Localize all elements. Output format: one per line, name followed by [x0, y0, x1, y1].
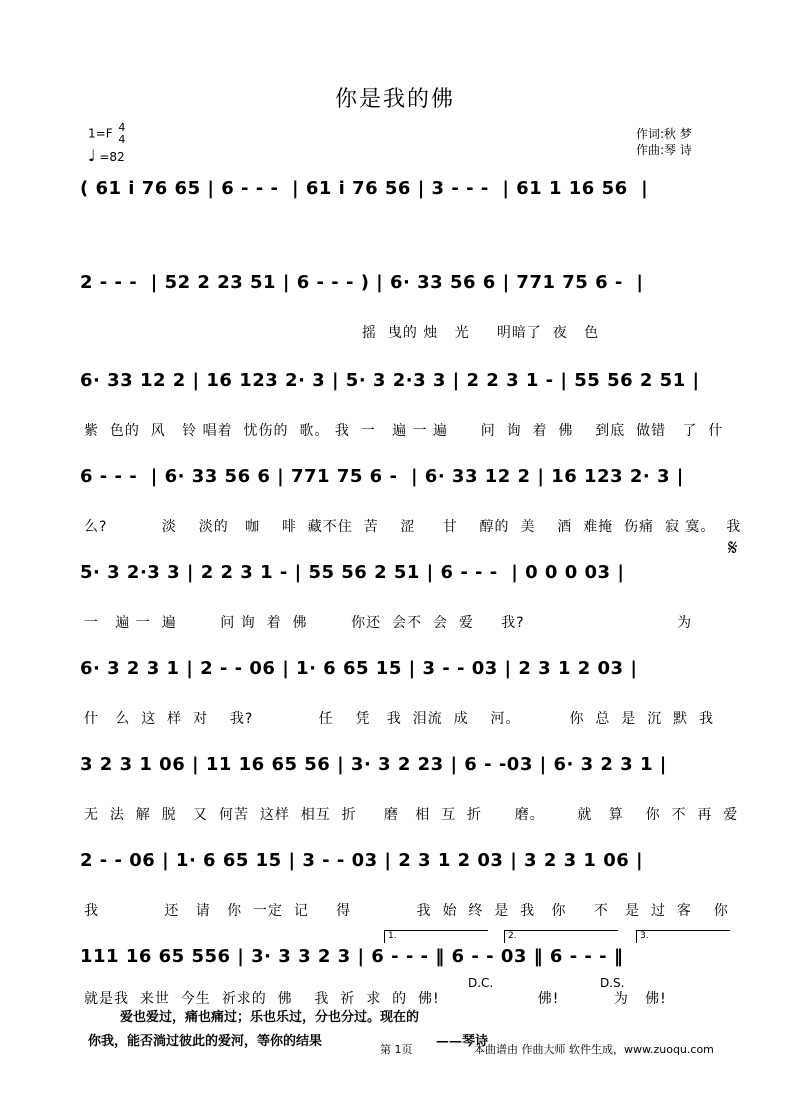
lyric-line: 一 遍 一 遍 问 询 着 佛 你还 会不 会 爱 我? 为: [84, 615, 693, 631]
lyric-line: 什 么 这 样 对 我? 任 凭 我 泪流 成 河。 你 总 是 沉 默 我: [84, 711, 714, 727]
lyric-line: 无 法 解 脱 又 何苦 这样 相互 折 磨 相 互 折 磨。 就 算 你 不 再 爱: [84, 807, 739, 823]
notation-line: 6· 3 2 3 1 | 2 - - 06 | 1· 6 65 15 | 3 - - 03 | 2 3 1 2 03 |: [80, 658, 638, 679]
volta-ending-1: 1.: [384, 930, 488, 943]
segno-icon: 𝄋: [728, 536, 738, 561]
lyric-line: 么? 淡 淡的 咖 啡 藏不住 苦 涩 甘 醇的 美 酒 难掩 伤痛 寂 寞。 我: [84, 519, 742, 535]
page-number: 第 1页: [380, 1043, 413, 1056]
time-signature-bottom: 4: [118, 133, 126, 146]
key-signature-block: [88, 122, 125, 165]
lyricist-credit: 作词:秋 梦: [636, 127, 692, 141]
extra-text-line-2: 你我，能否淌过彼此的爱河，等你的结果: [88, 1034, 323, 1049]
notation-line: ( 61 i 76 65 | 6 - - - | 61 i 76 56 | 3 - - - | 61 1 16 56 |: [80, 178, 649, 199]
notation-line: 5· 3 2·3 3 | 2 2 3 1 - | 55 56 2 51 | 6 - - - | 0 0 0 03 |: [80, 562, 625, 583]
volta-ending-2: 2.: [504, 930, 618, 943]
notation-line: 2 - - - | 52 2 23 51 | 6 - - - ) | 6· 33 56 6 | 771 75 6 - |: [80, 272, 644, 293]
tempo-marking: [88, 148, 125, 165]
volta-ending-3: 3.: [636, 930, 730, 943]
notation-line: 6 - - - | 6· 33 56 6 | 771 75 6 - | 6· 33 12 2 | 16 123 2· 3 |: [80, 466, 684, 487]
lyric-line: 我 还 请 你 一定 记 得 我 始 终 是 我 你 不 是 过 客 你: [84, 903, 729, 919]
time-signature: [118, 122, 125, 146]
key-signature: 1=F: [88, 126, 113, 141]
lyric-line: 紫 色的 风 铃 唱着 忧伤的 歌。 我 一 遍 一 遍 问 询 着 佛 到底 做错 了 什: [84, 423, 724, 439]
extra-text-line-1: 爱也爱过，痛也痛过；乐也乐过，分也分过。现在的: [120, 1010, 420, 1025]
composer-credit: 作曲:琴 诗: [636, 143, 692, 157]
notation-line: 111 16 65 556 | 3· 3 3 2 3 | 6 - - - ‖ 6 - - 03 ‖ 6 - - - ‖: [80, 946, 624, 967]
dc-marking: D.C.: [468, 976, 494, 990]
notation-line: 6· 33 12 2 | 16 123 2· 3 | 5· 3 2·3 3 | 2 2 3 1 - | 55 56 2 51 |: [80, 370, 700, 391]
credits: [636, 126, 692, 158]
quarter-note-icon: ♩: [88, 146, 96, 165]
ds-marking: D.S.: [600, 976, 625, 990]
time-signature-top: 4: [118, 121, 126, 134]
tempo-value: =82: [99, 150, 125, 164]
extra-signature: ——琴诗: [436, 1034, 489, 1049]
lyric-line: 就是我 来世 今生 祈求的 佛 我 祈 求 的 佛! 佛! 为 佛!: [84, 991, 667, 1007]
notation-line: 3 2 3 1 06 | 11 16 65 56 | 3· 3 2 23 | 6 - -03 | 6· 3 2 3 1 |: [80, 754, 667, 775]
lyric-line: 摇 曳的 烛 光 明暗了 夜 色: [84, 325, 600, 341]
song-title: 你是我的佛: [334, 87, 455, 112]
generator-note: 本曲谱由 作曲大师 软件生成，www.zuoqu.com: [474, 1043, 714, 1056]
notation-line: 2 - - 06 | 1· 6 65 15 | 3 - - 03 | 2 3 1 2 03 | 3 2 3 1 06 |: [80, 850, 644, 871]
